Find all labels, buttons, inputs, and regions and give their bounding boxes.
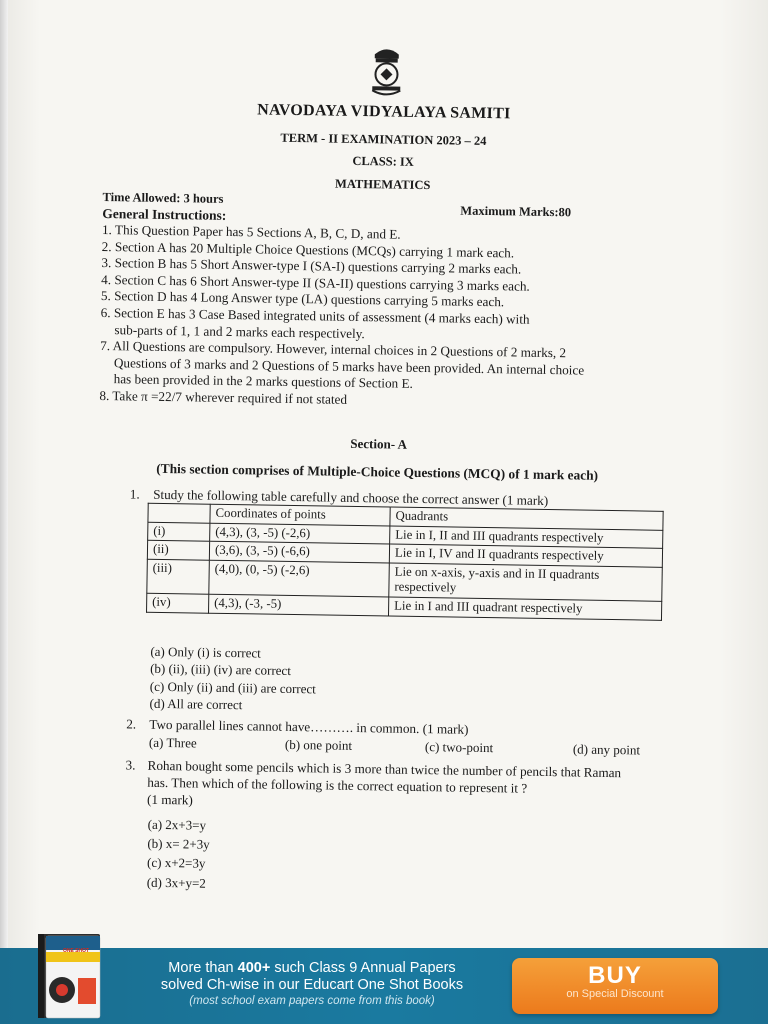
promo-line-1: More than 400+ such Class 9 Annual Papers — [168, 960, 456, 976]
buy-button-sublabel: on Special Discount — [566, 988, 664, 1001]
option-c: (c) x+2=3y — [146, 855, 206, 872]
coordinates-table — [146, 503, 664, 621]
option-a: (a) Three — [148, 734, 197, 751]
table-cell: (3,6), (3, -5) (-6,6) — [209, 541, 389, 562]
class-label: CLASS: IX — [352, 153, 414, 169]
table-cell: (i) — [148, 522, 210, 542]
instructions-list — [99, 222, 662, 413]
promo-banner[interactable] — [0, 948, 768, 1024]
table-header-cell — [148, 503, 210, 523]
instruction-line: sub-parts of 1, 1 and 2 marks each respectively. — [114, 321, 365, 341]
organization-name: NAVODAYA VIDYALAYA SAMITI — [257, 101, 511, 123]
table-cell: (4,3), (3, -5) (-2,6) — [210, 523, 390, 544]
table-cell: (ii) — [147, 540, 209, 560]
option-a: (a) 2x+3=y — [147, 816, 207, 833]
section-a-title: Section- A — [350, 435, 408, 452]
table-cell: Lie in I and III quadrant respectively — [388, 597, 661, 620]
option-d: (d) 3x+y=2 — [146, 874, 206, 891]
instruction-line: Questions of 3 marks and 2 Questions of 5 marks have been provided. An internal choice — [113, 354, 585, 378]
instruction-line: 8. Take π =22/7 wherever required if not stated — [99, 387, 348, 407]
instruction-line: 2. Section A has 20 Multiple Choice Questions (MCQs) carrying 1 mark each. — [101, 238, 515, 261]
table-header-cell: Coordinates of points — [210, 504, 390, 525]
instruction-line: 5. Section D has 4 Long Answer type (LA) questions carrying 5 marks each. — [100, 288, 505, 310]
promo-line-3: (most school exam papers come from this book) — [189, 995, 435, 1008]
table-cell: (4,3), (-3, -5) — [209, 594, 389, 615]
subject-label: MATHEMATICS — [334, 176, 431, 193]
instruction-line: 1. This Question Paper has 5 Sections A, B, C, D, and E. — [101, 221, 401, 242]
section-a-subtitle: (This section comprises of Multiple-Choice Questions (MCQ) of 1 mark each) — [156, 460, 599, 483]
table-cell: Lie on x-axis, y-axis and in II quadrants respectively — [389, 563, 663, 602]
instruction-line: 6. Section E has 3 Case Based integrated units of assessment (4 marks each) with — [100, 304, 530, 327]
table-cell: (4,0), (0, -5) (-2,6) — [209, 560, 390, 597]
page-edge — [0, 0, 8, 948]
question-number: 3. — [125, 757, 136, 773]
table-cell: (iii) — [147, 559, 210, 594]
promo-line-2: solved Ch-wise in our Educart One Shot Books — [160, 977, 464, 994]
question-marks: (1 mark) — [146, 792, 193, 808]
option-d: (d) any point — [572, 741, 641, 758]
question-3 — [125, 756, 626, 815]
option-d: (d) All are correct — [149, 695, 243, 713]
buy-button[interactable] — [512, 958, 718, 1014]
option-c: (c) Only (ii) and (iii) are correct — [149, 678, 316, 696]
question-text: Study the following table carefully and choose the correct answer (1 mark) — [153, 486, 549, 509]
option-b: (b) (ii), (iii) (iv) are correct — [150, 661, 291, 679]
table-cell: (iv) — [147, 593, 209, 613]
table-cell: Lie in I, IV and II quadrants respectively — [389, 544, 662, 567]
table-cell: Lie in I, II and III quadrants respectively — [390, 526, 663, 549]
option-c: (c) two-point — [424, 739, 494, 756]
instruction-line: 3. Section B has 5 Short Answer-type I (SA-I) questions carrying 2 marks each. — [101, 255, 522, 277]
instruction-line: has been provided in the 2 marks questions of Section E. — [113, 371, 413, 392]
time-allowed: Time Allowed: 3 hours — [102, 189, 224, 206]
question-number: 2. — [126, 716, 137, 732]
option-b: (b) x= 2+3y — [147, 836, 210, 852]
question-1-options — [149, 643, 316, 715]
book-cover-text: ONE SHOT — [62, 948, 90, 954]
exam-title: TERM - II EXAMINATION 2023 – 24 — [280, 130, 487, 149]
question-text: Rohan bought some pencils which is 3 more than twice the number of pencils that Raman has. Then which of the following is the correct equation to represent it ? — [147, 757, 622, 796]
instruction-line: 7. All Questions are compulsory. However, internal choices in 2 Questions of 2 marks, 2 — [100, 338, 567, 361]
book-cover-icon — [38, 930, 106, 1022]
option-a: (a) Only (i) is correct — [150, 643, 261, 661]
table-header-cell: Quadrants — [390, 507, 663, 530]
promo-text — [122, 960, 502, 1009]
buy-button-label: BUY — [588, 962, 642, 989]
question-text: Two parallel lines cannot have………. in common. (1 mark) — [149, 716, 469, 737]
question-3-options — [147, 815, 211, 893]
nvs-emblem-icon — [366, 44, 407, 97]
instruction-line: 4. Section C has 6 Short Answer-type II (SA-II) questions carrying 3 marks each. — [101, 271, 530, 294]
instructions-heading: General Instructions: — [102, 205, 227, 223]
maximum-marks: Maximum Marks:80 — [460, 203, 572, 220]
option-b: (b) one point — [284, 736, 353, 753]
question-number: 1. — [129, 486, 140, 502]
